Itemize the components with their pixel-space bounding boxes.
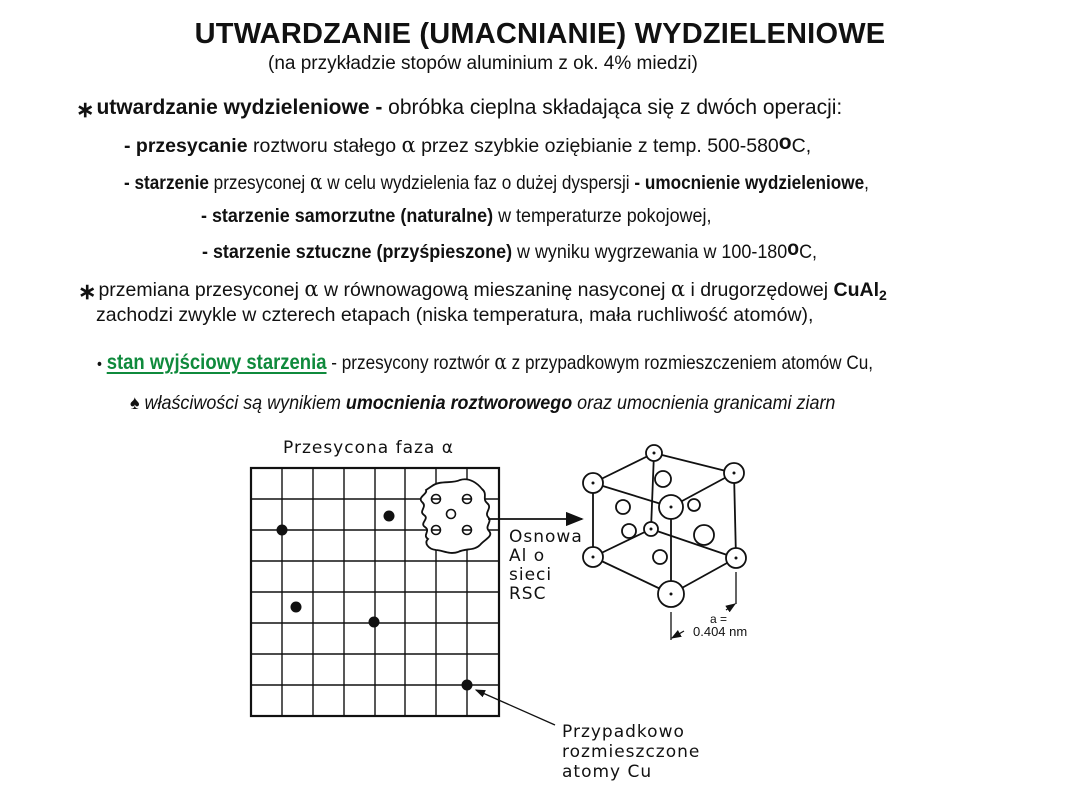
grid-title: Przesycona faza α	[283, 438, 454, 458]
cu-atoms-label	[562, 722, 700, 782]
operation-text: przesyconej	[208, 172, 310, 194]
cu-label-line: Przypadkowo	[562, 722, 685, 742]
degree-symbol: o	[787, 237, 800, 260]
lattice-param-label: a =	[710, 612, 728, 626]
matrix-label	[509, 528, 589, 604]
matrix-label-line: RSC	[509, 584, 547, 604]
degree-symbol: o	[778, 131, 792, 154]
operation-term: - przesycanie	[124, 135, 248, 157]
operation-term: - starzenie	[124, 172, 209, 194]
lattice-param-value: 0.404 nm	[693, 624, 748, 639]
asterisk-bullet-icon: ∗	[78, 279, 97, 304]
stage-text: - przesycony roztwór	[326, 352, 495, 374]
alpha-symbol: α	[309, 170, 323, 194]
alpha-symbol: α	[494, 350, 507, 374]
transformation-text: w równowagową mieszaninę nasyconej	[318, 279, 671, 301]
arrow-to-cu-atom	[476, 690, 555, 725]
aging-text: w wyniku wygrzewania w 100-180	[512, 241, 788, 263]
transformation-line-2: zachodzi zwykle w czterech etapach (niska temperatura, mała ruchliwość atomów),	[96, 304, 814, 326]
definition-term: utwardzanie wydzieleniowe -	[96, 96, 383, 119]
page-subtitle: (na przykładzie stopów aluminium z ok. 4% miedzi)	[268, 53, 698, 74]
aging-term: - starzenie samorzutne (naturalne)	[201, 205, 494, 227]
compound-formula: CuAl	[833, 279, 880, 301]
matrix-label-line: sieci	[509, 565, 553, 585]
operation-text: przez szybkie oziębianie z temp. 500-580	[415, 135, 779, 157]
matrix-label-line: Al o	[509, 546, 546, 566]
stage-text: z przypadkowym rozmieszczeniem atomów Cu,	[506, 352, 874, 374]
unit-text: C,	[799, 241, 818, 263]
operation-text: roztworu stałego	[247, 135, 402, 157]
asterisk-bullet-icon: ∗	[76, 97, 95, 122]
operation-text: w celu wydzielenia faz o dużej dyspersji	[322, 172, 635, 194]
matrix-label-line: Osnowa	[509, 527, 583, 547]
aging-text: w temperaturze pokojowej,	[493, 205, 712, 227]
page-title: UTWARDZANIE (UMACNIANIE) WYDZIELENIOWE	[194, 18, 886, 50]
alpha-symbol: α	[304, 277, 319, 301]
spade-bullet-icon: ♠	[130, 392, 140, 414]
properties-text: oraz umocnienia granicami ziarn	[572, 392, 836, 414]
aging-term: - starzenie sztuczne (przyśpieszone)	[202, 241, 513, 263]
round-bullet-icon: •	[97, 356, 102, 373]
transformation-text: i drugorzędowej	[685, 279, 834, 301]
properties-text: właściwości są wynikiem	[144, 392, 346, 414]
alpha-symbol: α	[670, 277, 686, 301]
unit-text: C,	[791, 135, 812, 157]
compound-subscript: 2	[879, 287, 887, 303]
definition-text: obróbka cieplna składająca się z dwóch operacji:	[382, 96, 843, 119]
punctuation: ,	[864, 172, 869, 194]
cu-label-line: rozmieszczone	[562, 742, 701, 762]
stage-name: stan wyjściowy starzenia	[106, 351, 327, 374]
cu-label-line: atomy Cu	[562, 762, 653, 782]
transformation-text: przemiana przesyconej	[98, 279, 305, 301]
properties-bold: umocnienia roztworowego	[345, 392, 573, 414]
operation-term-2: - umocnienie wydzieleniowe	[634, 172, 865, 194]
alpha-symbol: α	[401, 133, 416, 157]
